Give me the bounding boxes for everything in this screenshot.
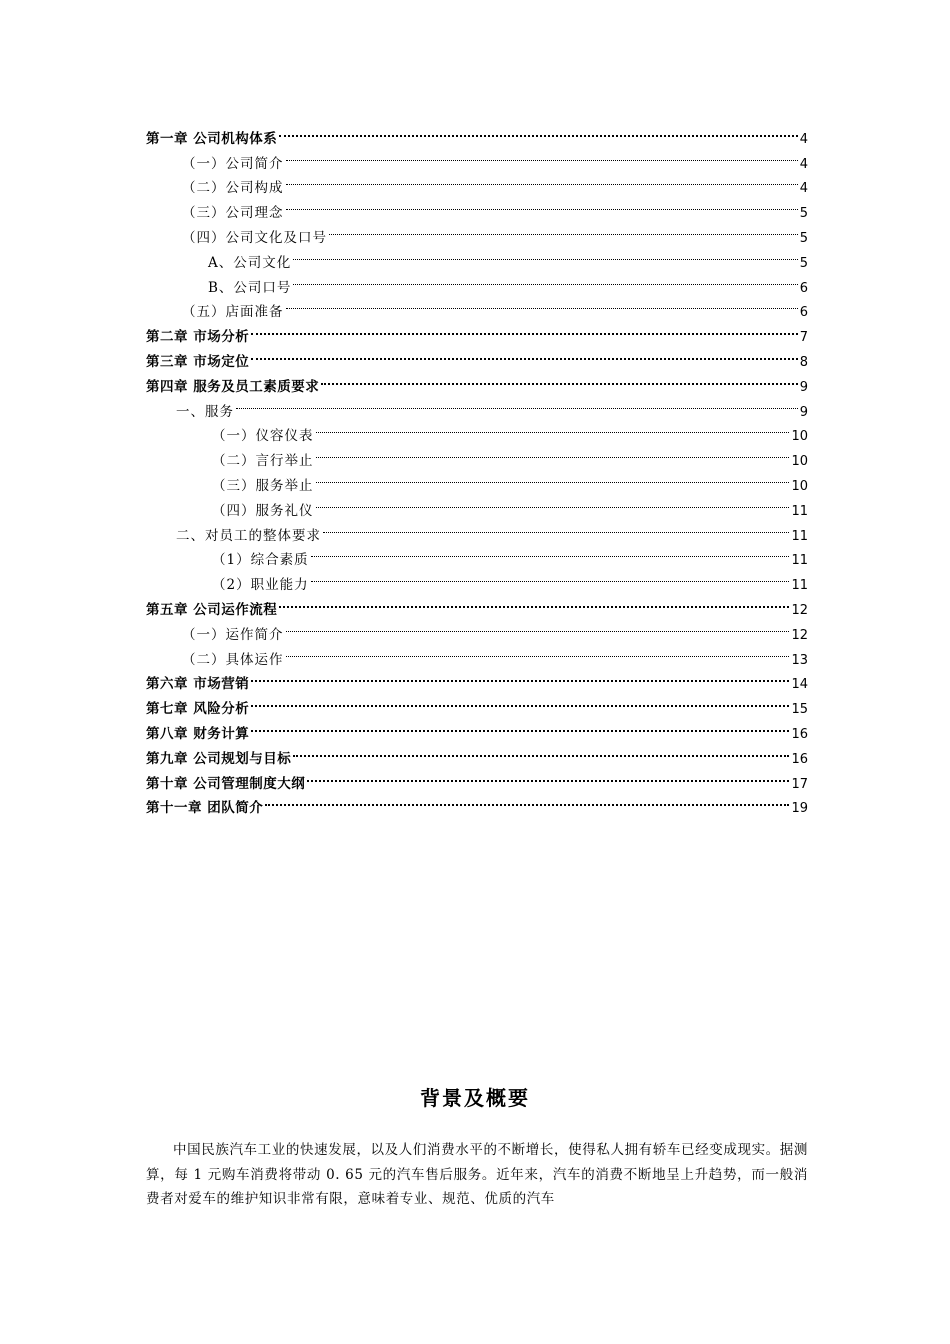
toc-page-number: 11 (791, 503, 808, 519)
toc-page-number: 16 (791, 726, 808, 742)
section-title: 背景及概要 (420, 1086, 530, 1110)
toc-dot-leader (277, 589, 791, 614)
toc-entry-label: 第一章 公司机构体系 (146, 130, 278, 147)
toc-entry[interactable] (146, 391, 808, 420)
toc-entry-label: A、公司文化 (208, 254, 292, 271)
toc-dot-leader (284, 192, 800, 217)
toc-entry-label: （一）公司简介 (182, 155, 284, 172)
toc-page-number: 13 (791, 652, 808, 668)
toc-page-number: 8 (799, 354, 808, 370)
toc-entry-label: （四）服务礼仪 (212, 502, 314, 519)
toc-page-number: 12 (791, 602, 808, 618)
toc-page-number: 9 (799, 379, 808, 395)
toc-entry-label: B、公司口号 (208, 279, 292, 296)
toc-entry[interactable] (146, 416, 808, 445)
toc-dot-leader (284, 614, 792, 639)
toc-entry-label: （三）服务举止 (212, 477, 314, 494)
toc-entry-label: （1）综合素质 (212, 552, 309, 569)
toc-entry-label: （四）公司文化及口号 (182, 229, 327, 246)
toc-entry-label: 二、对员工的整体要求 (176, 527, 321, 544)
toc-dot-leader (249, 688, 791, 713)
toc-entry-label: 第二章 市场分析 (146, 329, 250, 346)
toc-entry-label: （一）仪容仪表 (212, 428, 314, 445)
toc-dot-leader (249, 341, 800, 366)
toc-page-number: 6 (799, 305, 808, 321)
body-paragraph: 中国民族汽车工业的快速发展，以及人们消费水平的不断增长，使得私人拥有轿车已经变成现实。据测算，每 1 元购车消费将带动 0. 65 元的汽车售后服务。近年来，汽车的消费不断地呈上升趋势，而一般消费者对爱车的维护知识非常有限，意味着专业、规范、优质的汽车 (146, 1142, 808, 1207)
toc-page-number: 10 (791, 478, 808, 494)
toc-page-number: 7 (799, 330, 808, 346)
toc-entry-label: （二）言行举止 (212, 453, 314, 470)
toc-chapter-entry[interactable] (146, 118, 808, 147)
toc-page-number: 16 (791, 751, 808, 767)
toc-page-number: 4 (799, 131, 808, 147)
toc-dot-leader (309, 540, 792, 565)
toc-entry-label: 第七章 风险分析 (146, 701, 250, 718)
toc-dot-leader (291, 738, 791, 763)
toc-dot-leader (314, 416, 792, 441)
toc-page-number: 11 (791, 528, 808, 544)
toc-page-number: 4 (799, 156, 808, 172)
toc-page-number: 6 (799, 280, 808, 296)
toc-dot-leader (319, 366, 800, 391)
toc-dot-leader (309, 564, 792, 589)
toc-entry-label: （五）店面准备 (182, 304, 284, 321)
toc-page-number: 15 (791, 702, 808, 718)
toc-entry-label: 第五章 公司运作流程 (146, 601, 278, 618)
toc-dot-leader (234, 391, 800, 416)
table-of-contents (146, 118, 808, 817)
toc-page-number: 14 (791, 677, 808, 693)
toc-dot-leader (249, 713, 791, 738)
toc-entry-label: 第三章 市场定位 (146, 353, 250, 370)
toc-dot-leader (284, 168, 800, 193)
toc-page-number: 11 (791, 578, 808, 594)
toc-dot-leader (284, 292, 800, 317)
toc-entry-label: （二）具体运作 (182, 651, 284, 668)
toc-page-number: 5 (799, 206, 808, 222)
toc-dot-leader (291, 267, 799, 292)
toc-entry-label: （2）职业能力 (212, 577, 309, 594)
toc-dot-leader (284, 143, 800, 168)
toc-entry-label: 第八章 财务计算 (146, 725, 250, 742)
toc-dot-leader (321, 515, 791, 540)
toc-entry-label: 第六章 市场营销 (146, 676, 250, 693)
toc-page-number: 12 (791, 627, 808, 643)
toc-entry-label: 第十一章 团队简介 (146, 800, 264, 817)
toc-entry-label: （三）公司理念 (182, 205, 284, 222)
toc-page-number: 4 (799, 181, 808, 197)
toc-entry-label: 第四章 服务及员工素质要求 (146, 378, 320, 395)
toc-dot-leader (305, 763, 791, 788)
toc-dot-leader (314, 490, 792, 515)
toc-entry-label: 第十章 公司管理制度大纲 (146, 775, 306, 792)
toc-dot-leader (291, 242, 799, 267)
toc-dot-leader (327, 217, 800, 242)
toc-dot-leader (249, 664, 791, 689)
toc-page-number: 10 (791, 429, 808, 445)
toc-dot-leader (314, 440, 792, 465)
toc-entry-label: （一）运作简介 (182, 626, 284, 643)
toc-page-number: 5 (799, 255, 808, 271)
toc-page-number: 11 (791, 553, 808, 569)
toc-page-number: 19 (791, 801, 808, 817)
toc-entry-label: 第九章 公司规划与目标 (146, 750, 292, 767)
toc-page-number: 5 (799, 230, 808, 246)
toc-page-number: 9 (799, 404, 808, 420)
toc-dot-leader (263, 788, 791, 813)
toc-entry-label: 一、服务 (176, 403, 234, 420)
toc-dot-leader (277, 118, 800, 143)
toc-entry-label: （二）公司构成 (182, 180, 284, 197)
toc-dot-leader (249, 316, 800, 341)
toc-page-number: 10 (791, 454, 808, 470)
toc-dot-leader (284, 639, 792, 664)
toc-dot-leader (314, 465, 792, 490)
toc-page-number: 17 (791, 776, 808, 792)
